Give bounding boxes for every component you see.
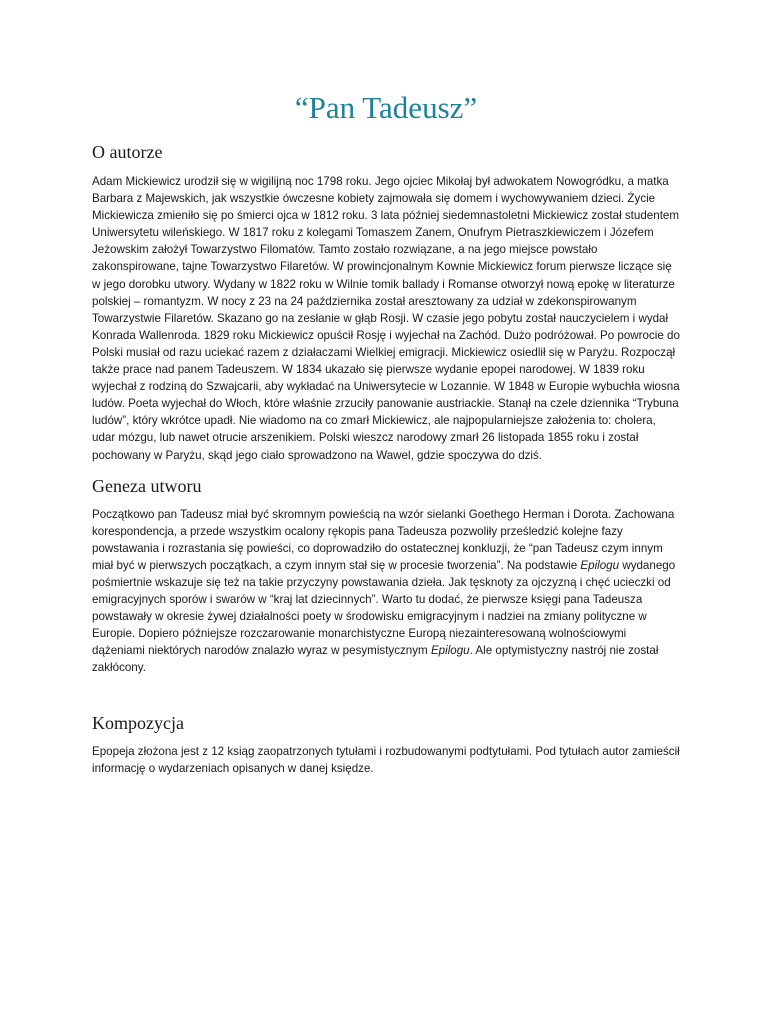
section-paragraph-o-autorze: Adam Mickiewicz urodził się w wigilijną noc 1798 roku. Jego ojciec Mikołaj był adwokatem Nowogródku, a matka Barbara z Majewskich, jak wszystkie ówczesne kobiety zajmowała się domem i wychowywaniem dzieci. Życie Mickiewicza zmieniło się po śmierci ojca w 1812 roku. 3 lata później siedemnastoletni Mickiewicz został studentem Uniwersytetu wileńskiego. W 1817 roku z kolegami Tomaszem Zanem, Onufrym Pietraszkiewiczem i Józefem Jeżowskim założył Towarzystwo Filomatów. Tamto zostało rozwiązane, a na jego miejsce powstało zakonspirowane, tajne Towarzystwo Filaretów. W prowincjonalnym Kownie Mickiewicz forum pierwsze liczące się w jego dorobku utwory. Wydany w 1822 roku w Wilnie tomik ballady i Romanse otworzył nową epokę w literaturze polskiej – romantyzm. W nocy z 23 na 24 października został aresztowany za udział w zdekonspirowanym Towarzystwie Filaretów. Skazano go na zesłanie w głąb Rosji. W czasie jego pobytu został nauczycielem i wydał Konrada Wallenroda. 1829 roku Mickiewicz opuścił Rosję i wyjechał na Zachód. Dużo podróżował. Po powrocie do Polski musiał od razu uciekać razem z działaczami Wielkiej emigracji. Mickiewicz osiedlił się w Paryżu. Rozpoczął także prace nad panem Tadeuszem. W 1834 ukazało się pierwsze wydanie epopei narodowej. W 1839 roku wyjechał z rodziną do Szwajcarii, aby wykładać na Uniwersytecie w Lozannie. W 1848 w Europie wybuchła wiosna ludów. Poeta wyjechał do Włoch, które właśnie zrzuciły panowanie austriackie. Stanął na czele dziennika “Trybuna ludów”, który wkrótce upadł. Nie wiadomo na co zmarł Mickiewicz, ale najpopularniejsze założenia to: cholera, udar mózgu, lub nawet otrucie arszenikiem. Polski wieszcz narodowy zmarł 26 listopada 1855 roku i został pochowany w Paryżu, skąd jego ciało sprowadzono na Wawel, gdzie spoczywa do dziś. [92,175,680,462]
section-heading-o-autorze: O autorze [92,142,163,162]
italic-text-epilogu: Epilogu [580,558,620,572]
paragraph-text-part: . Ale optymistyczny nastrój nie został zakłócony. [92,644,659,675]
section-heading-kompozycja: Kompozycja [92,712,184,733]
document-title: “Pan Tadeusz” [294,90,478,125]
section-heading-geneza-utworu: Geneza utworu [92,475,202,496]
section-paragraph-kompozycja: Epopeja złożona jest z 12 ksiąg zaopatrzonych tytułami i rozbudowanymi podtytułami. Pod tytułach autor zamieścił informację o wydarzeniach opisanych w danej księdze. [92,744,680,775]
italic-text-epilogu: Epilogu [430,644,470,658]
paragraph-text-part: Początkowo pan Tadeusz miał być skromnym powieścią na wzór sielanki Goethego Herman i Dorota. Zachowana korespondencja, a przede wszystkim ocalony rękopis pana Tadeusza pozwoliły prześledzić kolejne fazy powstawania i rozrastania się powieści, co doprowadziło do ostatecznej konkluzji, że “pan Tadeusz czym innym miał być w pierwszych początkach, a czym innym stał się w procesie tworzenia”. Na podstawie [92,507,675,572]
section-paragraph-geneza-utworu [92,506,680,677]
paragraph-text-part: wydanego pośmiertnie wskazuje się też na takie przyczyny powstawania dzieła. Jak tęsknoty za ojczyzną i chęć ucieczki od emigracyjnych sporów i swarów w “kraj lat dziecinnych”. Warto tu dodać, że pierwsze księgi pana Tadeusza powstawały w okresie żywej działalności poety w środowisku emigracyjnym i nadziei na zmiany polityczne w Europie. Dopiero późniejsze rozczarowanie monarchistyczne Europą niezainteresowaną wolnościowymi dążeniami niektórych narodów znalazło wyraz w pesymistycznym [92,558,676,658]
